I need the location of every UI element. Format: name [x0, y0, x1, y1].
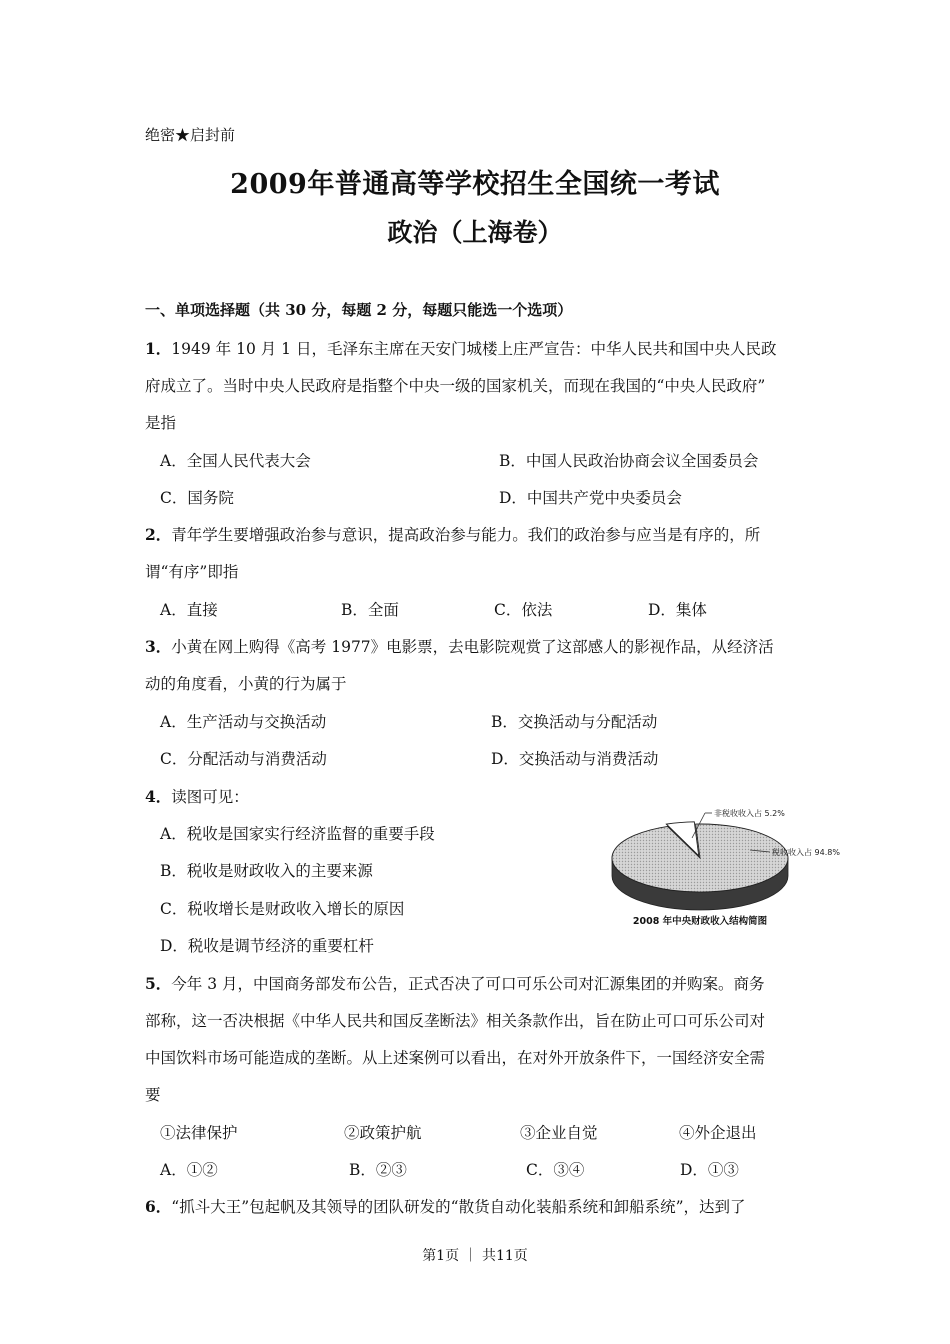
option-c: C．国务院	[160, 489, 234, 507]
option-a: A．生产活动与交换活动	[160, 713, 327, 731]
option-a: A．①②	[160, 1161, 218, 1179]
option-d: D．中国共产党中央委员会	[499, 489, 682, 507]
option-d: D．税收是调节经济的重要杠杆	[160, 937, 374, 955]
option-a: A．税收是国家实行经济监督的重要手段	[160, 825, 435, 843]
question-number: 5．	[145, 974, 172, 993]
item-2: ②政策护航	[344, 1124, 422, 1142]
pie-label-tax: 税收收入占 94.8%	[772, 848, 840, 857]
question-6-line-1: 6．“抓斗大王”包起帆及其领导的团队研发的“散货自动化装船系统和卸船系统”，达到了	[145, 1197, 746, 1216]
exam-title: 2009年普通高等学校招生全国统一考试	[230, 169, 720, 200]
item-3: ③企业自觉	[520, 1124, 598, 1142]
revenue-pie-chart	[600, 800, 860, 940]
option-d: D．集体	[648, 601, 707, 619]
question-5-line-3: 中国饮料市场可能造成的垄断。从上述案例可以看出，在对外开放条件下，一国经济安全需	[145, 1049, 766, 1067]
exam-subtitle: 政治（上海卷）	[387, 218, 563, 247]
question-3-line-1: 3．小黄在网上购得《高考 1977》电影票，去电影院观赏了这部感人的影视作品，从经济活	[145, 637, 774, 656]
option-c: C．③④	[526, 1161, 585, 1179]
question-number: 4．	[145, 787, 172, 806]
option-b: B．全面	[341, 601, 399, 619]
question-1-line-1: 1．1949 年 10 月 1 日，毛泽东主席在天安门城楼上庄严宣告：中华人民共和国中央人民政	[145, 339, 777, 358]
question-5-line-2: 部称，这一否决根据《中华人民共和国反垄断法》相关条款作出，旨在防止可口可乐公司对	[145, 1012, 766, 1030]
option-b: B．税收是财政收入的主要来源	[160, 862, 373, 880]
option-a: A．直接	[160, 601, 218, 619]
item-4: ④外企退出	[679, 1124, 757, 1142]
option-c: C．分配活动与消费活动	[160, 750, 327, 768]
option-a: A．全国人民代表大会	[160, 452, 311, 470]
chart-title: 2008 年中央财政收入结构简图	[632, 916, 768, 927]
question-2-line-2: 谓“有序”即指	[145, 563, 239, 581]
question-number: 1．	[145, 339, 172, 358]
question-5-line-1: 5．今年 3 月，中国商务部发布公告，正式否决了可口可乐公司对汇源集团的并购案。商务	[145, 974, 765, 993]
option-c: C．依法	[494, 601, 553, 619]
question-number: 2．	[145, 525, 172, 544]
option-b: B．中国人民政治协商会议全国委员会	[499, 452, 759, 470]
question-4-line-1: 4．读图可见：	[145, 787, 249, 806]
question-3-line-2: 动的角度看，小黄的行为属于	[145, 675, 347, 693]
secret-mark: 绝密★启封前	[145, 126, 236, 144]
pie-slices	[612, 822, 788, 910]
question-number: 3．	[145, 637, 172, 656]
question-2-line-1: 2．青年学生要增强政治参与意识，提高政治参与能力。我们的政治参与应当是有序的，所	[145, 525, 761, 544]
pie-slice-税收收入	[612, 824, 788, 892]
pie-label-nontax: 非税收收入占 5.2%	[714, 809, 785, 818]
option-d: D．①③	[680, 1161, 739, 1179]
option-b: B．②③	[349, 1161, 407, 1179]
question-5-line-4: 要	[145, 1086, 161, 1104]
option-b: B．交换活动与分配活动	[491, 713, 658, 731]
item-1: ①法律保护	[160, 1124, 238, 1142]
page-footer: 第1页 ｜ 共11页	[422, 1248, 528, 1264]
question-number: 6．	[145, 1197, 172, 1216]
option-d: D．交换活动与消费活动	[491, 750, 659, 768]
question-1-line-2: 府成立了。当时中央人民政府是指整个中央一级的国家机关，而现在我国的“中央人民政府”	[145, 377, 766, 395]
option-c: C．税收增长是财政收入增长的原因	[160, 900, 405, 918]
section-heading: 一、单项选择题（共 30 分，每题 2 分，每题只能选一个选项）	[145, 301, 573, 319]
question-1-line-3: 是指	[145, 414, 177, 432]
